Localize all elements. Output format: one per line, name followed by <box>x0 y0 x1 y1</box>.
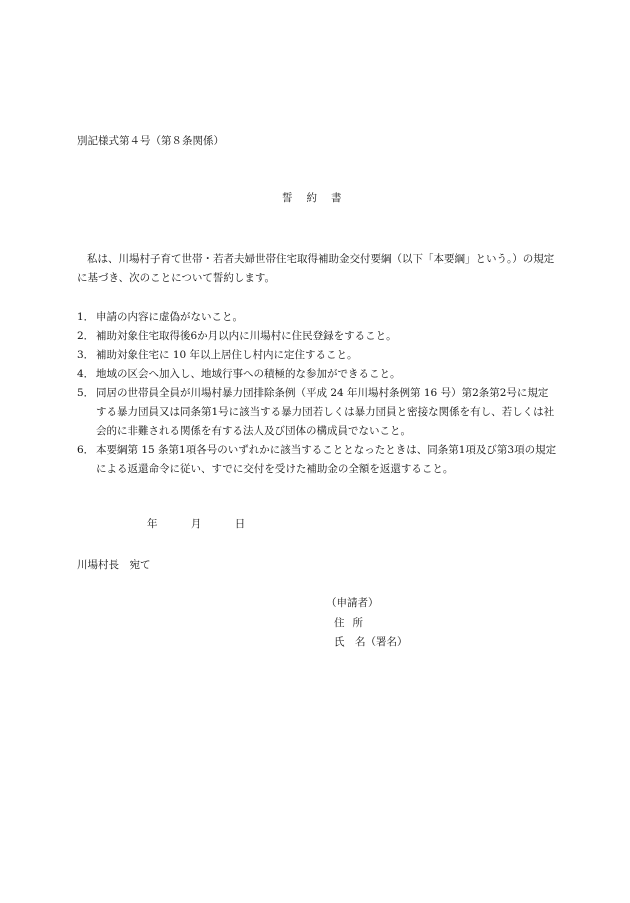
pledge-item-number: 6． <box>77 444 95 456</box>
pledge-item <box>77 384 557 441</box>
pledge-item <box>77 327 557 346</box>
pledge-item-text: 補助対象住宅取得後6か月以内に川場村に住民登録をすること。 <box>96 330 397 342</box>
pledge-item-number: 1． <box>77 311 95 323</box>
date-month-label: 月 <box>190 518 202 530</box>
pledge-item-number: 2． <box>77 330 95 342</box>
pledge-item-number: 5． <box>77 387 95 399</box>
pledge-item-text: 申請の内容に虚偽がないこと。 <box>96 311 243 323</box>
form-number-label: 別記様式第４号（第８条関係） <box>77 135 224 147</box>
pledge-item-text: 補助対象住宅に 10 年以上居住し村内に定住すること。 <box>96 349 358 361</box>
applicant-address-label: 住所 <box>334 617 371 629</box>
date-day-label: 日 <box>234 518 246 530</box>
pledge-item-number: 3． <box>77 349 95 361</box>
pledge-item <box>77 441 557 479</box>
pledge-item-text: 地域の区会へ加入し、地域行事への積極的な参加ができること。 <box>96 368 401 380</box>
pledge-item <box>77 365 557 384</box>
pledge-item <box>77 346 557 365</box>
pledge-item-number: 4． <box>77 368 95 380</box>
applicant-name-label: 氏 名（署名） <box>334 636 408 648</box>
pledge-item <box>77 308 557 327</box>
addressee: 川場村長 宛て <box>77 559 151 571</box>
pledge-item-text: 本要綱第 15 条第1項各号のいずれかに該当することとなったときは、同条第1項及び第3項の規定による返還命令に従い、すでに交付を受けた補助金の全額を返還すること。 <box>96 444 557 475</box>
date-year-label: 年 <box>147 518 158 530</box>
document-title: 誓約書 <box>282 192 356 204</box>
intro-paragraph: 私は、川場村子育て世帯・若者夫婦世帯住宅取得補助金交付要綱（以下「本要綱」という。）の規定に基づき、次のことについて誓約します。 <box>77 253 555 284</box>
pledge-item-text: 同居の世帯員全員が川場村暴力団排除条例（平成 24 年川場村条例第 16 号）第2条第2号に規定する暴力団員又は同条第1号に該当する暴力団若しくは暴力団員と密接な関係を有し、若しくは社会的に非難される関係を有する法人及び団体の構成員でないこと。 <box>96 387 555 437</box>
date-line <box>147 519 245 530</box>
applicant-label: （申請者） <box>326 597 379 609</box>
